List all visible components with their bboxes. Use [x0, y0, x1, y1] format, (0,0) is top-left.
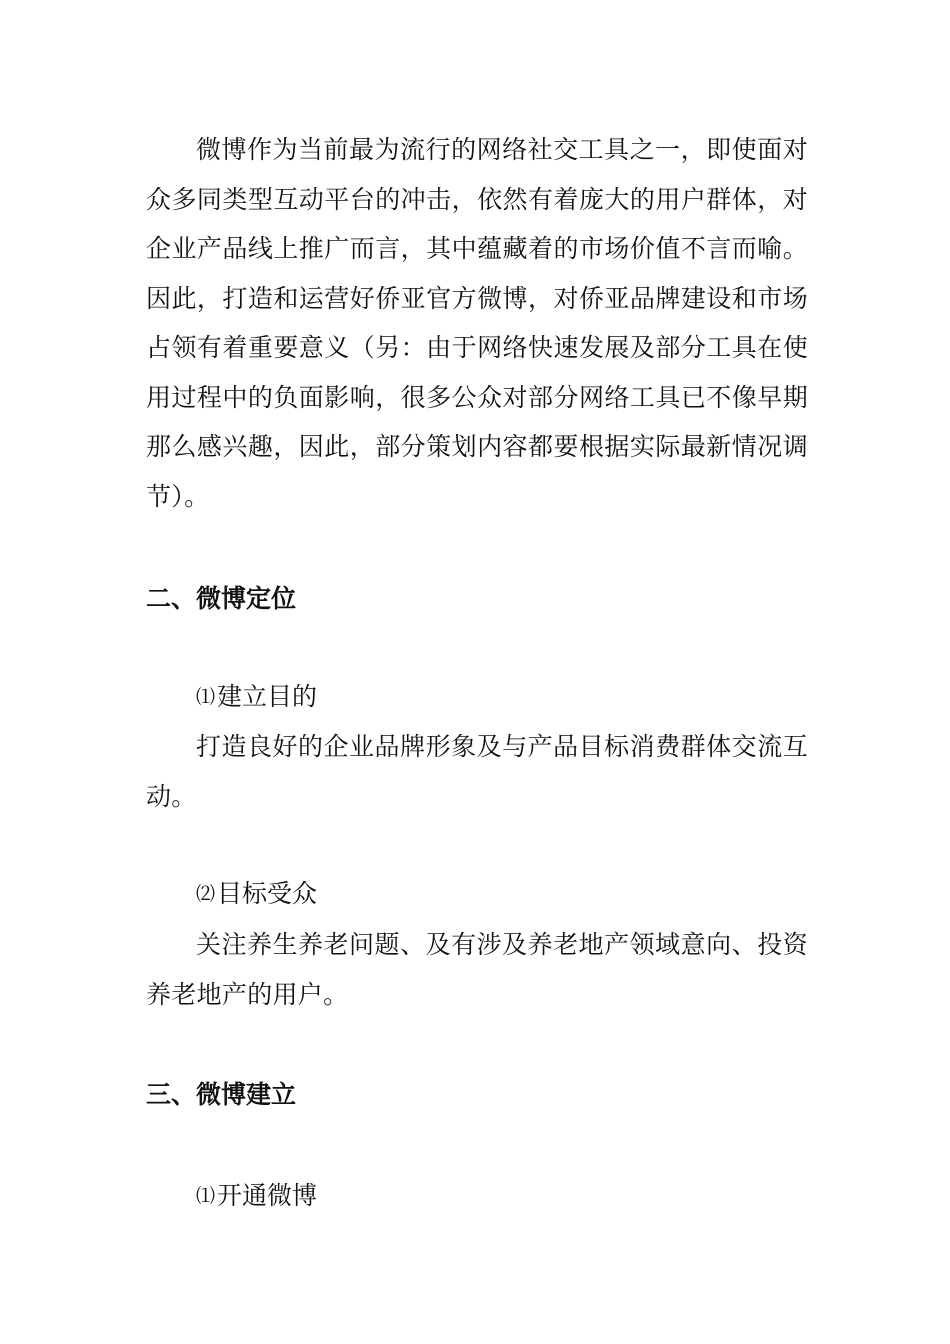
subitem-audience-body: 关注养生养老问题、及有涉及养老地产领域意向、投资养老地产的用户。 [146, 930, 808, 1009]
item-number: ⑴ [196, 1185, 216, 1207]
item-title: 建立目的 [217, 682, 318, 711]
item-number: ⑵ [196, 883, 216, 905]
section-heading-setup: 三、微博建立 [146, 1080, 297, 1109]
subitem-purpose-body: 打造良好的企业品牌形象及与产品目标消费群体交流互动。 [146, 732, 808, 811]
subitem-audience-title [196, 874, 317, 914]
subitem-purpose-title [196, 677, 317, 717]
subitem-open-weibo-title [196, 1176, 317, 1216]
item-number: ⑴ [196, 686, 216, 708]
section-heading-positioning: 二、微博定位 [146, 584, 297, 613]
item-title: 目标受众 [217, 879, 318, 908]
intro-paragraph: 微博作为当前最为流行的网络社交工具之一，即使面对众多同类型互动平台的冲击，依然有着庞大的用户群体，对企业产品线上推广而言，其中蕴藏着的市场价值不言而喻。因此，打造和运营好侨亚官方微博，对侨亚品牌建设和市场占领有着重要意义（另：由于网络快速发展及部分工具在使用过程中的负面影响，很多公众对部分网络工具已不像早期那么感兴趣，因此，部分策划内容都要根据实际最新情况调节）。 [146, 135, 808, 511]
item-title: 开通微博 [217, 1181, 318, 1210]
